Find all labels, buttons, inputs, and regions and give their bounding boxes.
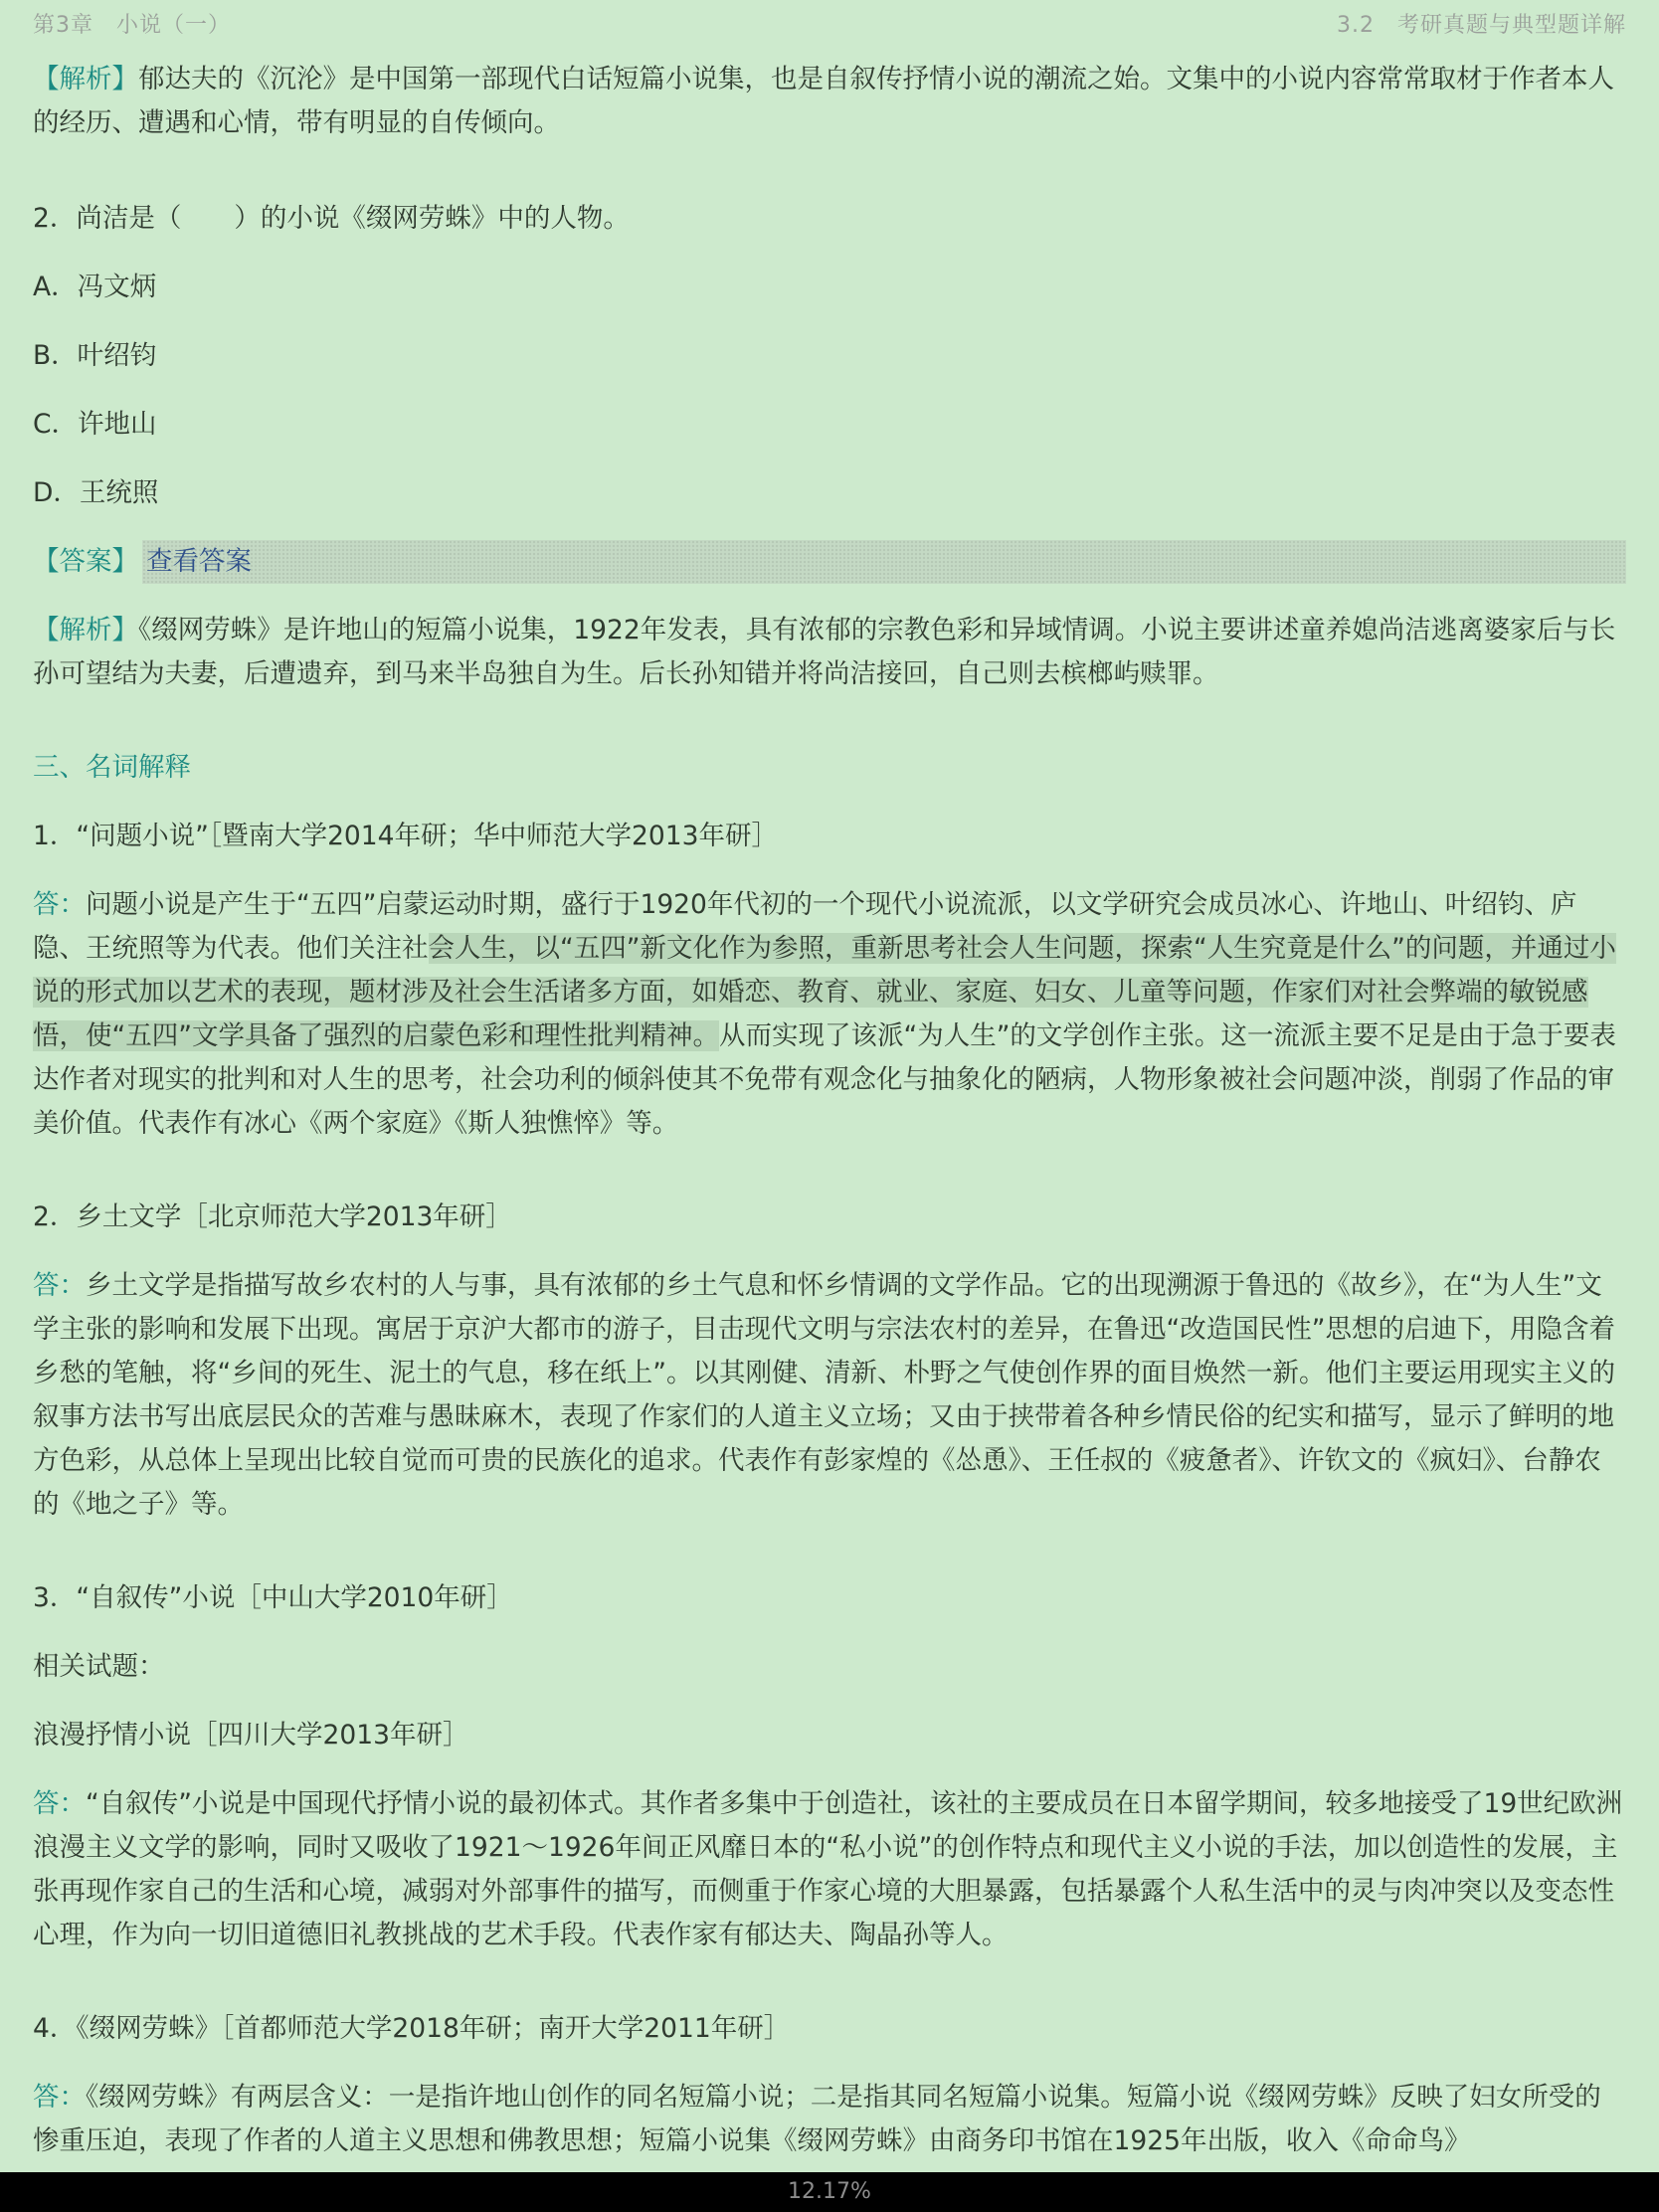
- q2-analysis: [33, 609, 1626, 696]
- q2-option-c: C．许地山: [33, 409, 157, 440]
- q2-option-b: B．叶绍钧: [33, 340, 157, 371]
- q2-analysis-text: 《缀网劳蛛》是许地山的短篇小说集，1922年发表，具有浓郁的宗教色彩和异域情调。小说主要讲述童养媳尚洁逃离婆家后与长孙可望结为夫妻，后遭遗弃，到马来半岛独自为生。后长孙知错并将尚洁接回，自己则去槟榔屿赎罪。: [33, 615, 1616, 689]
- term-3-related-label: 相关试题：: [33, 1651, 165, 1682]
- page-header: [0, 0, 1659, 40]
- term-4-answer: [33, 2076, 1626, 2163]
- term-3-heading: 3．“自叙传”小说［中山大学2010年研］: [33, 1582, 513, 1613]
- term-1-answer-post: 从而实现了该派“为人生”的文学创作主张。这一流派主要不足是由于急于要表达作者对现实的批判和对人生的思考，社会功利的倾斜使其不免带有观念化与抽象化的陋病，人物形象被社会问题冲淡，削弱了作品的审美价值。代表作有冰心《两个家庭》《斯人独憔悴》等。: [33, 1020, 1616, 1139]
- section-title: 3.2 考研真题与典型题详解: [1337, 13, 1626, 38]
- answer-prefix: 答：: [33, 889, 86, 920]
- term-2-answer: [33, 1264, 1626, 1527]
- q2-answer-row: [33, 540, 1626, 584]
- q1-analysis: [33, 58, 1626, 145]
- term-3-answer-text: “自叙传”小说是中国现代抒情小说的最初体式。其作者多集中于创造社，该社的主要成员在日本留学期间，较多地接受了19世纪欧洲浪漫主义文学的影响，同时又吸收了1921～1926年间正风靡日本的“私小说”的创作特点和现代主义小说的手法，加以创造性的发展，主张再现作家自己的生活和心境，减弱对外部事件的描写，而侧重于作家心境的大胆暴露，包括暴露个人私生活中的灵与肉冲突以及变态性心理，作为向一切旧道德旧礼教挑战的艺术手段。代表作家有郁达夫、陶晶孙等人。: [33, 1788, 1623, 1950]
- reading-progress-bar: [0, 2172, 1659, 2212]
- q2-option-a: A．冯文炳: [33, 272, 157, 302]
- term-4-heading: 4．《缀网劳蛛》［首都师范大学2018年研；南开大学2011年研］: [33, 2013, 791, 2044]
- term-1-answer-highlight[interactable]: 会人生，以“五四”新文化作为参照，重新思考社会人生问题，探索“人生究竟是什么”的问题，并通过小说的形式加以艺术的表现，题材涉及社会生活诸多方面，如婚恋、教育、就业、家庭、妇女、儿童等问题，作家们对社会弊端的敏锐感悟，使“五四”文学具备了强烈的启蒙色彩和理性批判精神。: [33, 933, 1616, 1051]
- answer-tag-label: 【答案】: [33, 546, 138, 577]
- term-2-heading: 2．乡土文学［北京师范大学2013年研］: [33, 1201, 512, 1232]
- q2-option-d: D．王统照: [33, 477, 159, 508]
- analysis-label: 【解析】: [33, 615, 138, 645]
- reader-content: [33, 58, 1626, 2163]
- reading-progress-percent: 12.17%: [788, 2179, 871, 2204]
- term-2-answer-text: 乡土文学是指描写故乡农村的人与事，具有浓郁的乡土气息和怀乡情调的文学作品。它的出现溯源于鲁迅的《故乡》，在“为人生”文学主张的影响和发展下出现。寓居于京沪大都市的游子，目击现代文明与宗法农村的差异，在鲁迅“改造国民性”思想的启迪下，用隐含着乡愁的笔触，将“乡间的死生、泥土的气息，移在纸上”。以其刚健、清新、朴野之气使创作界的面目焕然一新。他们主要运用现实主义的叙事方法书写出底层民众的苦难与愚昧麻木，表现了作家们的人道主义立场；又由于挟带着各种乡情民俗的纪实和描写，显示了鲜明的地方色彩，从总体上呈现出比较自觉而可贵的民族化的追求。代表作有彭家煌的《怂恿》、王任叔的《疲惫者》、许钦文的《疯妇》、台静农的《地之子》等。: [33, 1270, 1615, 1520]
- reveal-answer-button[interactable]: 查看答案: [142, 540, 1626, 584]
- term-1-answer-pre: 问题小说是产生于“五四”启蒙运动时期，盛行于1920年代初的一个现代小说流派，以文学研究会成员冰心、许地山、叶绍钧、庐隐、王统照等为代表。他们关注社: [33, 889, 1577, 964]
- answer-prefix: 答：: [33, 2082, 86, 2113]
- term-3-answer: [33, 1782, 1626, 1957]
- answer-prefix: 答：: [33, 1270, 86, 1301]
- term-1-answer: [33, 883, 1626, 1146]
- chapter-title: 第3章 小说（一）: [33, 13, 231, 38]
- section-heading: 三、名词解释: [33, 752, 191, 783]
- analysis-label: 【解析】: [33, 64, 138, 94]
- term-1-heading: 1．“问题小说”［暨南大学2014年研；华中师范大学2013年研］: [33, 821, 778, 851]
- term-3-related-item: 浪漫抒情小说［四川大学2013年研］: [33, 1720, 469, 1751]
- q2-stem: 2．尚洁是（ ）的小说《缀网劳蛛》中的人物。: [33, 203, 630, 234]
- term-4-answer-text: 《缀网劳蛛》有两层含义：一是指许地山创作的同名短篇小说；二是指其同名短篇小说集。短篇小说《缀网劳蛛》反映了妇女所受的惨重压迫，表现了作者的人道主义思想和佛教思想；短篇小说集《缀网劳蛛》由商务印书馆在1925年出版，收入《命命鸟》: [33, 2082, 1601, 2156]
- answer-prefix: 答：: [33, 1788, 86, 1819]
- q1-analysis-text: 郁达夫的《沉沦》是中国第一部现代白话短篇小说集，也是自叙传抒情小说的潮流之始。文集中的小说内容常常取材于作者本人的经历、遭遇和心情，带有明显的自传倾向。: [33, 64, 1614, 138]
